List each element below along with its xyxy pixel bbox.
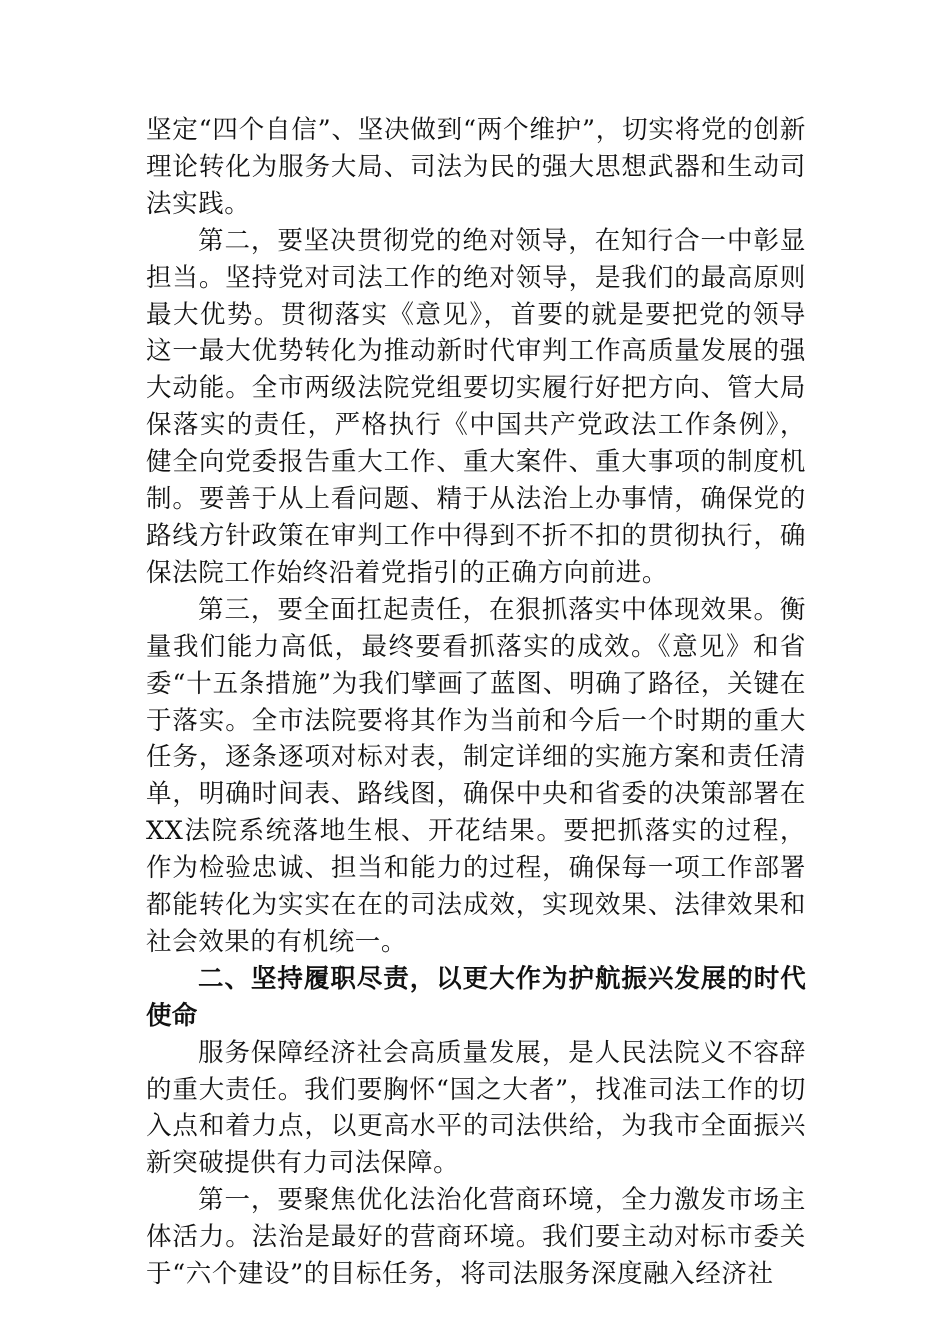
paragraph-service-development: 服务保障经济社会高质量发展，是人民法院义不容辞的重大责任。我们要胸怀“国之大者”，找准司法工作的切入点和着力点，以更高水平的司法供给，为我市全面振兴新突破提供有力司法保障。	[146, 1037, 806, 1179]
document-page	[146, 112, 806, 1293]
paragraph-continuation: 坚定“四个自信”、坚决做到“两个维护”，切实将党的创新理论转化为服务大局、司法为民的强大思想武器和生动司法实践。	[146, 115, 806, 219]
paragraph-implementation: 第三，要全面扛起责任，在狠抓落实中体现效果。衡量我们能力高低，最终要看抓落实的成效。《意见》和省委“十五条措施”为我们擘画了蓝图、明确了路径，关键在于落实。全市法院要将其作为当前和今后一个时期的重大任务，逐条逐项对标对表，制定详细的实施方案和责任清单，明确时间表、路线图，确保中央和省委的决策部署在XX法院系统落地生根、开花结果。要把抓落实的过程，作为检验忠诚、担当和能力的过程，确保每一项工作部署都能转化为实实在在的司法成效，实现效果、法律效果和社会效果的有机统一。	[146, 594, 806, 957]
paragraph-party-leadership: 第二，要坚决贯彻党的绝对领导，在知行合一中彰显担当。坚持党对司法工作的绝对领导，是我们的最高原则最大优势。贯彻落实《意见》，首要的就是要把党的领导这一最大优势转化为推动新时代审判工作高质量发展的强大动能。全市两级法院党组要切实履行好把方向、管大局保落实的责任，严格执行《中国共产党政法工作条例》，健全向党委报告重大工作、重大案件、重大事项的制度机制。要善于从上看问题、精于从法治上办事情，确保党的路线方针政策在审判工作中得到不折不扣的贯彻执行，确保法院工作始终沿着党指引的正确方向前进。	[146, 225, 806, 588]
paragraph-business-environment: 第一，要聚焦优化法治化营商环境，全力激发市场主体活力。法治是最好的营商环境。我们要主动对标市委关于“六个建设”的目标任务，将司法服务深度融入经济社	[146, 1185, 806, 1290]
section-heading: 二、坚持履职尽责，以更大作为护航振兴发展的时代使命	[146, 963, 806, 1031]
